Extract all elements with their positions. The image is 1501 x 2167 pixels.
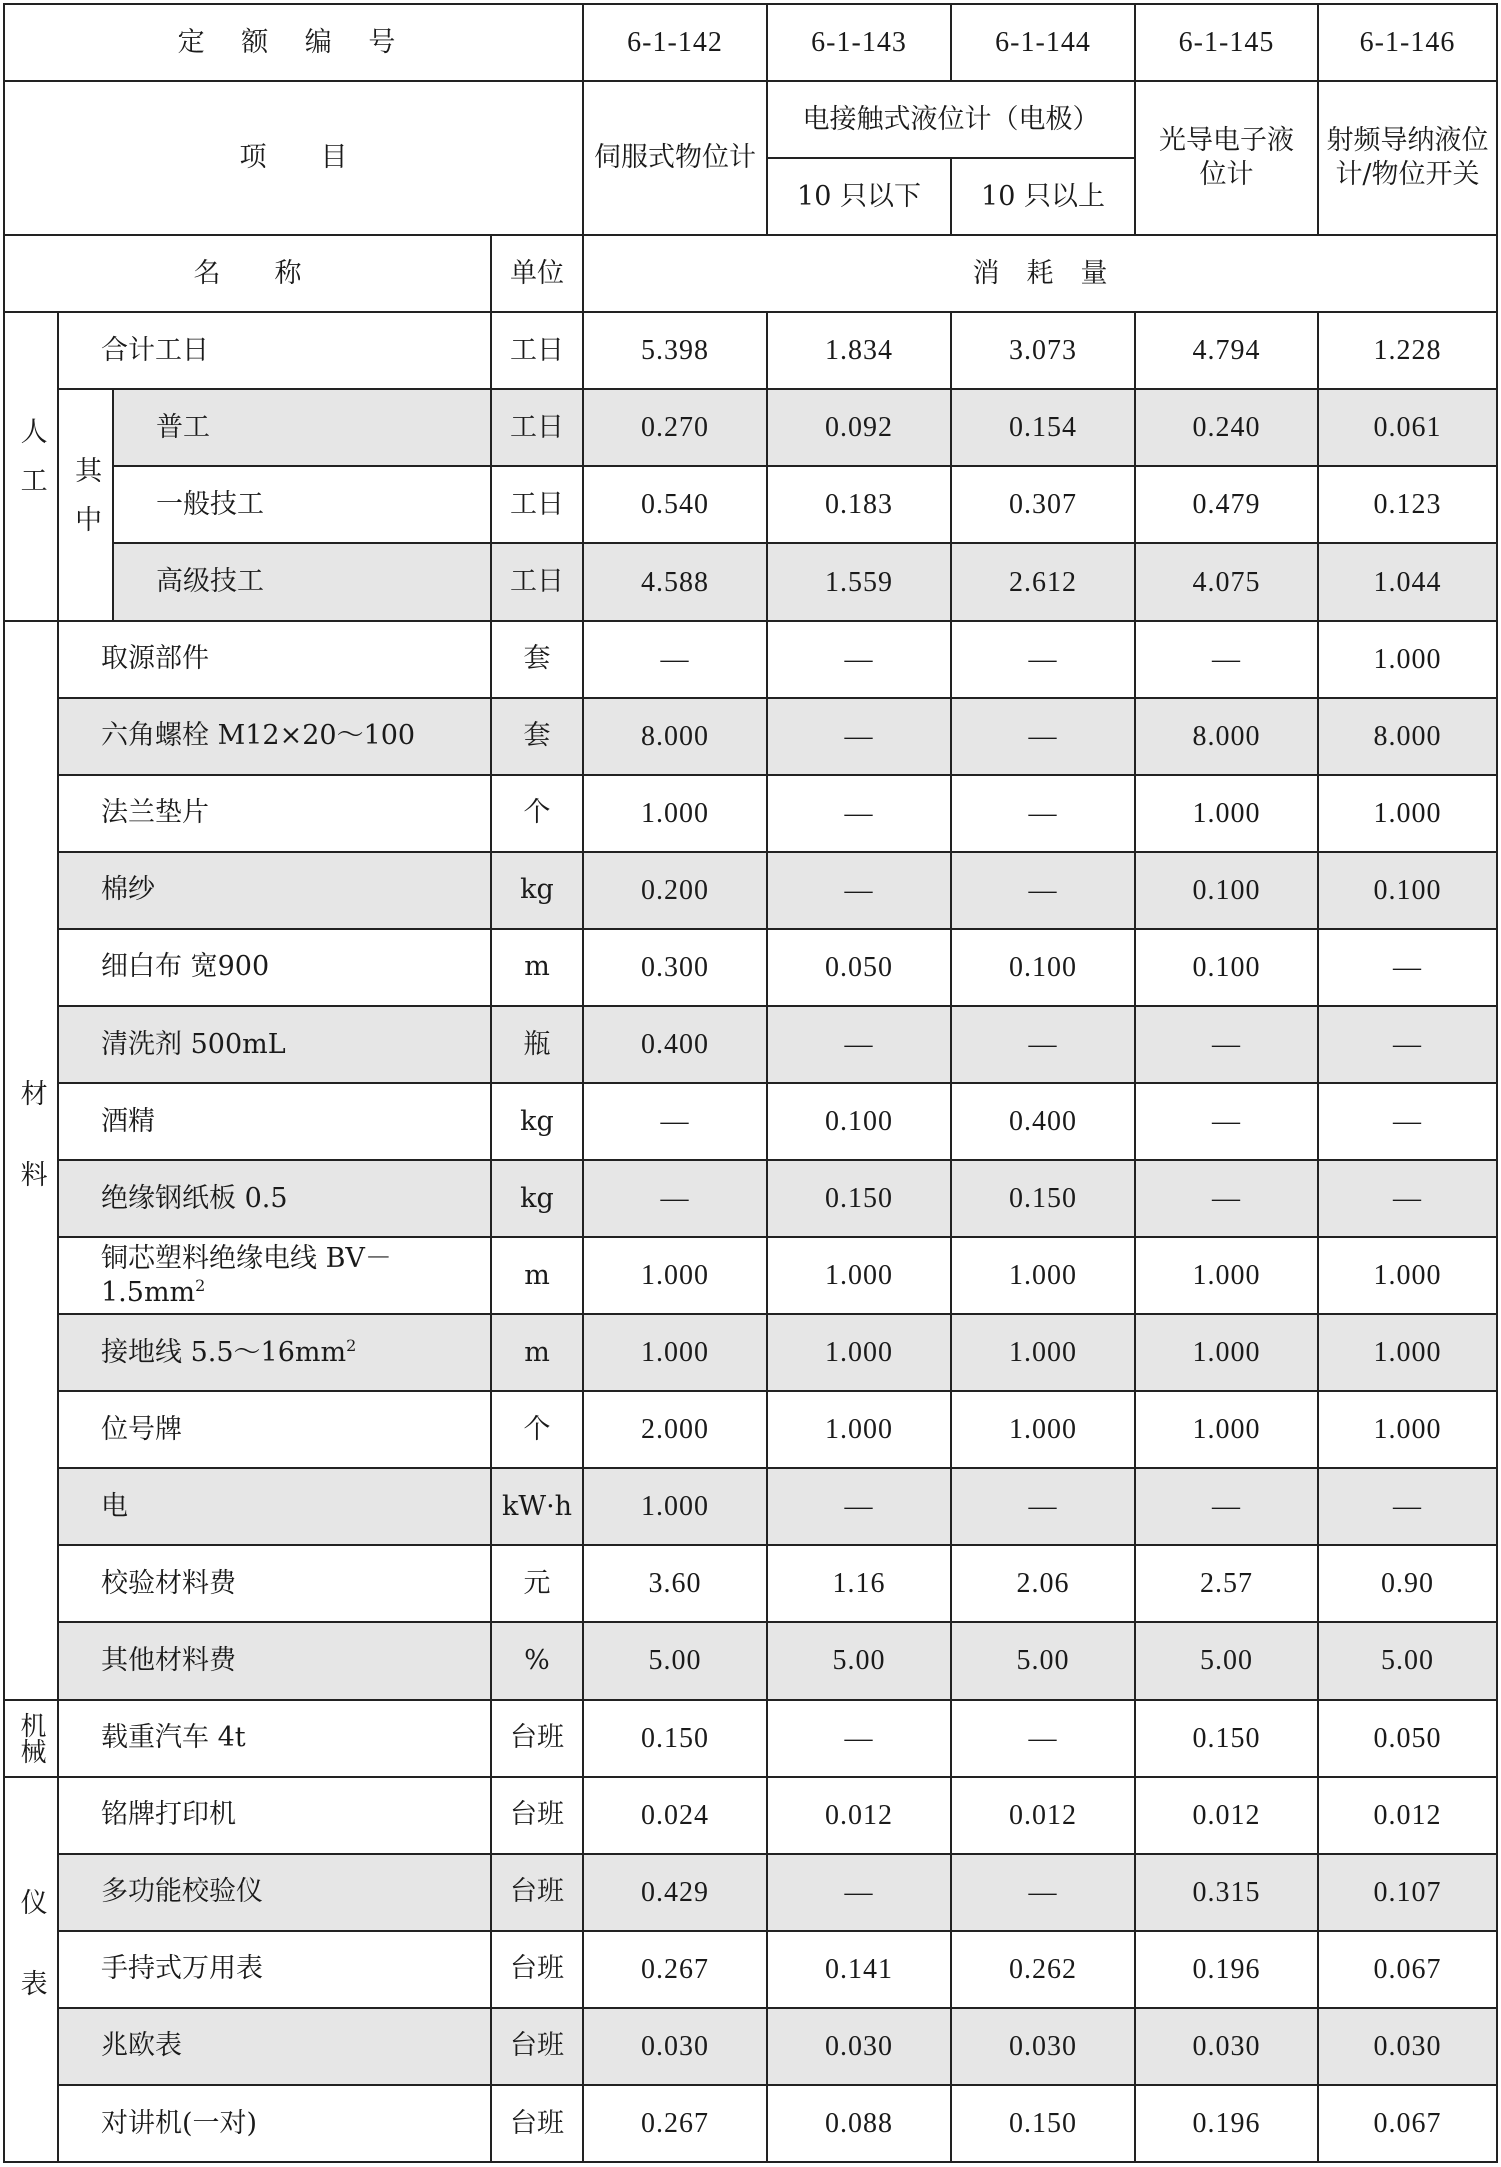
row-value: 0.061 — [1318, 389, 1497, 466]
row-unit: 套 — [491, 621, 583, 698]
row-value: 0.150 — [951, 2085, 1135, 2162]
row-name-text: 棉纱 — [101, 874, 155, 906]
row-value: — — [1318, 1083, 1497, 1160]
row-value: — — [1318, 1468, 1497, 1545]
row-value: 8.000 — [1318, 698, 1497, 775]
row-name — [58, 1545, 491, 1622]
row-unit: 台班 — [491, 1854, 583, 1931]
row-value: — — [1135, 621, 1318, 698]
row-value: 1.228 — [1318, 312, 1497, 389]
row-value: 0.267 — [583, 2085, 767, 2162]
code-142: 6-1-142 — [583, 4, 767, 81]
row-value: — — [951, 852, 1135, 929]
row-value: 0.315 — [1135, 1854, 1318, 1931]
row-name — [58, 775, 491, 852]
table-row — [4, 1314, 1497, 1391]
row-name — [58, 929, 491, 1006]
row-name-text: 接地线 5.5～16mm — [101, 1336, 347, 1368]
category-labor: 人工 — [4, 312, 58, 620]
code-label: 定 额 编 号 — [4, 4, 583, 81]
row-value: 1.000 — [951, 1391, 1135, 1468]
row-value: — — [1135, 1160, 1318, 1237]
header-code-row — [4, 4, 1497, 81]
row-value: — — [767, 852, 951, 929]
row-value: 8.000 — [583, 698, 767, 775]
row-name-text: 其他材料费 — [101, 1645, 236, 1677]
row-unit: kg — [491, 1083, 583, 1160]
table-row — [4, 1854, 1497, 1931]
item-143-144-group: 电接触式液位计（电极） — [767, 81, 1135, 158]
row-value: 4.075 — [1135, 543, 1318, 620]
row-value: 1.000 — [1318, 621, 1497, 698]
row-value: 1.000 — [1318, 1237, 1497, 1314]
table-row — [4, 543, 1497, 620]
row-value: 2.57 — [1135, 1545, 1318, 1622]
table-row — [4, 1468, 1497, 1545]
row-name — [58, 1314, 491, 1391]
row-value: — — [1318, 1006, 1497, 1083]
row-value: 1.000 — [951, 1237, 1135, 1314]
row-name: 普工 — [113, 389, 491, 466]
row-value: — — [1135, 1006, 1318, 1083]
row-value: 0.100 — [1318, 852, 1497, 929]
consumption-label: 消 耗 量 — [583, 235, 1497, 312]
row-value: 3.073 — [951, 312, 1135, 389]
row-name — [58, 621, 491, 698]
row-unit: % — [491, 1622, 583, 1699]
row-value: 1.000 — [951, 1314, 1135, 1391]
row-name — [58, 1237, 491, 1314]
row-value: 0.307 — [951, 466, 1135, 543]
item-143-sub: 10 只以下 — [767, 158, 951, 235]
row-name — [58, 852, 491, 929]
instruments-section — [4, 1777, 1497, 2162]
row-value: — — [767, 698, 951, 775]
row-value: — — [951, 1468, 1135, 1545]
row-name-text: 兆欧表 — [101, 2030, 182, 2062]
row-value: 1.000 — [583, 1314, 767, 1391]
row-name — [58, 1777, 491, 1854]
row-name-superscript: 2 — [195, 1275, 206, 1295]
table-row — [4, 1622, 1497, 1699]
row-name: 合计工日 — [58, 312, 491, 389]
row-value: 0.100 — [1135, 852, 1318, 929]
row-value: 0.012 — [1135, 1777, 1318, 1854]
row-value: 0.196 — [1135, 2085, 1318, 2162]
row-unit: m — [491, 929, 583, 1006]
row-value: 0.030 — [1135, 2008, 1318, 2085]
row-value: — — [583, 1083, 767, 1160]
row-unit: kg — [491, 852, 583, 929]
row-value: — — [767, 1700, 951, 1777]
row-name-text: 绝缘钢纸板 0.5 — [101, 1182, 288, 1214]
row-value: 5.00 — [767, 1622, 951, 1699]
row-value: 5.00 — [1318, 1622, 1497, 1699]
row-unit: 工日 — [491, 389, 583, 466]
row-value: 1.000 — [767, 1237, 951, 1314]
row-value: 0.030 — [1318, 2008, 1497, 2085]
row-name-text: 载重汽车 4t — [101, 1722, 246, 1754]
table-row — [4, 1777, 1497, 1854]
row-value: 4.794 — [1135, 312, 1318, 389]
row-value: 2.612 — [951, 543, 1135, 620]
row-name-text: 法兰垫片 — [101, 797, 209, 829]
row-unit: kg — [491, 1160, 583, 1237]
sub-category-labor: 其中 — [58, 389, 113, 620]
row-name-text: 电 — [101, 1490, 128, 1522]
row-unit: 台班 — [491, 2085, 583, 2162]
row-unit: m — [491, 1314, 583, 1391]
row-value: 1.834 — [767, 312, 951, 389]
row-value: — — [767, 621, 951, 698]
row-value: 0.100 — [1135, 929, 1318, 1006]
row-value: 0.150 — [767, 1160, 951, 1237]
row-name — [58, 1468, 491, 1545]
table-row — [4, 466, 1497, 543]
row-value: 1.000 — [1135, 775, 1318, 852]
code-144: 6-1-144 — [951, 4, 1135, 81]
row-value: 4.588 — [583, 543, 767, 620]
row-value: 0.300 — [583, 929, 767, 1006]
row-value: — — [1318, 1160, 1497, 1237]
row-value: 0.400 — [583, 1006, 767, 1083]
row-value: 0.092 — [767, 389, 951, 466]
row-value: 0.270 — [583, 389, 767, 466]
row-unit: 工日 — [491, 312, 583, 389]
row-name-text: 清洗剂 500mL — [101, 1028, 286, 1060]
row-value: — — [583, 1160, 767, 1237]
row-name — [58, 1006, 491, 1083]
header-name-row — [4, 235, 1497, 312]
row-value: 0.067 — [1318, 1931, 1497, 2008]
row-value: 0.030 — [583, 2008, 767, 2085]
machinery-section — [4, 1700, 1497, 1777]
row-value: — — [583, 621, 767, 698]
quota-table — [3, 3, 1498, 2163]
row-name-text: 铭牌打印机 — [101, 1799, 236, 1831]
code-143: 6-1-143 — [767, 4, 951, 81]
row-value: 1.044 — [1318, 543, 1497, 620]
row-value: — — [951, 698, 1135, 775]
row-unit: 台班 — [491, 1700, 583, 1777]
row-value: — — [1135, 1083, 1318, 1160]
row-value: 0.267 — [583, 1931, 767, 2008]
item-label: 项 目 — [4, 81, 583, 235]
row-value: 0.107 — [1318, 1854, 1497, 1931]
table-row — [4, 1237, 1497, 1314]
row-value: 1.000 — [1318, 1314, 1497, 1391]
row-name — [58, 1700, 491, 1777]
row-value: — — [951, 621, 1135, 698]
row-value: — — [1318, 929, 1497, 1006]
row-value: 0.050 — [1318, 1700, 1497, 1777]
row-value: 1.000 — [1318, 1391, 1497, 1468]
row-name-text: 铜芯塑料绝缘电线 BV－1.5mm — [101, 1242, 392, 1308]
row-value: 5.00 — [583, 1622, 767, 1699]
item-142: 伺服式物位计 — [583, 81, 767, 235]
row-name-text: 细白布 宽900 — [101, 951, 270, 983]
row-unit: 个 — [491, 775, 583, 852]
row-unit: 台班 — [491, 1777, 583, 1854]
row-value: 1.000 — [583, 1468, 767, 1545]
row-value: — — [767, 1006, 951, 1083]
row-value: 0.123 — [1318, 466, 1497, 543]
row-unit: 台班 — [491, 2008, 583, 2085]
code-146: 6-1-146 — [1318, 4, 1497, 81]
row-value: 0.100 — [951, 929, 1135, 1006]
row-value: 2.000 — [583, 1391, 767, 1468]
row-name — [58, 2008, 491, 2085]
table-row — [4, 1391, 1497, 1468]
header-item-row — [4, 81, 1497, 158]
row-value: 0.150 — [1135, 1700, 1318, 1777]
row-value: 0.067 — [1318, 2085, 1497, 2162]
row-name-superscript: 2 — [346, 1335, 357, 1355]
row-value: — — [767, 1854, 951, 1931]
row-name-text: 位号牌 — [101, 1413, 182, 1445]
row-value: 1.000 — [1135, 1391, 1318, 1468]
table-row — [4, 1006, 1497, 1083]
row-name — [58, 1854, 491, 1931]
table-row — [4, 312, 1497, 389]
item-145: 光导电子液位计 — [1135, 81, 1318, 235]
table-row — [4, 1083, 1497, 1160]
table-row — [4, 775, 1497, 852]
row-value: — — [767, 1468, 951, 1545]
item-144-sub: 10 只以上 — [951, 158, 1135, 235]
row-unit: 瓶 — [491, 1006, 583, 1083]
category-instruments: 仪表 — [4, 1777, 58, 2162]
row-name-text: 校验材料费 — [101, 1567, 236, 1599]
row-name — [58, 1622, 491, 1699]
row-name — [58, 1931, 491, 2008]
row-value: 3.60 — [583, 1545, 767, 1622]
row-name-text: 手持式万用表 — [101, 1953, 263, 1985]
row-name — [58, 2085, 491, 2162]
table-row — [4, 1931, 1497, 2008]
row-value: 0.150 — [951, 1160, 1135, 1237]
table-row — [4, 698, 1497, 775]
row-value: — — [767, 775, 951, 852]
row-value: 1.000 — [1135, 1314, 1318, 1391]
row-value: — — [951, 1700, 1135, 1777]
row-value: 0.030 — [951, 2008, 1135, 2085]
name-label: 名 称 — [4, 235, 491, 312]
row-name-text: 酒精 — [101, 1105, 155, 1137]
row-name-text: 对讲机(一对) — [101, 2107, 258, 2139]
unit-label: 单位 — [491, 235, 583, 312]
row-value: 0.154 — [951, 389, 1135, 466]
table-row — [4, 929, 1497, 1006]
row-value: 0.012 — [1318, 1777, 1497, 1854]
row-value: 1.559 — [767, 543, 951, 620]
materials-section — [4, 621, 1497, 1700]
row-value: 0.141 — [767, 1931, 951, 2008]
row-value: 2.06 — [951, 1545, 1135, 1622]
table-row — [4, 621, 1497, 698]
category-materials: 材料 — [4, 621, 58, 1700]
row-value: 0.429 — [583, 1854, 767, 1931]
row-name: 一般技工 — [113, 466, 491, 543]
row-name: 高级技工 — [113, 543, 491, 620]
row-unit: m — [491, 1237, 583, 1314]
row-value: 5.00 — [951, 1622, 1135, 1699]
row-unit: 工日 — [491, 543, 583, 620]
row-value: 0.012 — [767, 1777, 951, 1854]
item-146: 射频导纳液位计/物位开关 — [1318, 81, 1497, 235]
row-value: 1.000 — [583, 1237, 767, 1314]
row-value: 0.240 — [1135, 389, 1318, 466]
row-value: 0.90 — [1318, 1545, 1497, 1622]
code-145: 6-1-145 — [1135, 4, 1318, 81]
row-name-text: 多功能校验仪 — [101, 1876, 263, 1908]
row-value: 0.150 — [583, 1700, 767, 1777]
row-name — [58, 1083, 491, 1160]
table-row — [4, 2085, 1497, 2162]
row-value: — — [951, 775, 1135, 852]
row-name — [58, 698, 491, 775]
row-value: 1.000 — [767, 1314, 951, 1391]
row-value: 1.000 — [767, 1391, 951, 1468]
row-unit: 个 — [491, 1391, 583, 1468]
table-row — [4, 1545, 1497, 1622]
row-value: 5.00 — [1135, 1622, 1318, 1699]
row-name-text: 六角螺栓 M12×20～100 — [101, 720, 416, 752]
row-unit: 元 — [491, 1545, 583, 1622]
row-value: 0.262 — [951, 1931, 1135, 2008]
row-value: 0.100 — [767, 1083, 951, 1160]
row-value: 1.000 — [1135, 1237, 1318, 1314]
row-unit: kW·h — [491, 1468, 583, 1545]
row-value: 0.200 — [583, 852, 767, 929]
row-value: 1.16 — [767, 1545, 951, 1622]
row-value: 0.030 — [767, 2008, 951, 2085]
table-row — [4, 852, 1497, 929]
row-value: 0.088 — [767, 2085, 951, 2162]
row-value: — — [951, 1006, 1135, 1083]
row-value: — — [951, 1854, 1135, 1931]
table-row — [4, 1700, 1497, 1777]
row-value: 8.000 — [1135, 698, 1318, 775]
table-row — [4, 389, 1497, 466]
row-unit: 台班 — [491, 1931, 583, 2008]
row-name-text: 取源部件 — [101, 643, 209, 675]
row-value: 0.479 — [1135, 466, 1318, 543]
row-value: 1.000 — [1318, 775, 1497, 852]
row-unit: 套 — [491, 698, 583, 775]
table-row — [4, 2008, 1497, 2085]
row-value: 0.400 — [951, 1083, 1135, 1160]
row-value: 5.398 — [583, 312, 767, 389]
row-value: 0.540 — [583, 466, 767, 543]
row-name — [58, 1160, 491, 1237]
row-value: — — [1135, 1468, 1318, 1545]
row-value: 0.196 — [1135, 1931, 1318, 2008]
row-unit: 工日 — [491, 466, 583, 543]
row-value: 0.012 — [951, 1777, 1135, 1854]
row-value: 0.050 — [767, 929, 951, 1006]
row-value: 1.000 — [583, 775, 767, 852]
row-name — [58, 1391, 491, 1468]
category-machinery: 机械 — [4, 1700, 58, 1777]
row-value: 0.183 — [767, 466, 951, 543]
table-row — [4, 1160, 1497, 1237]
row-value: 0.024 — [583, 1777, 767, 1854]
